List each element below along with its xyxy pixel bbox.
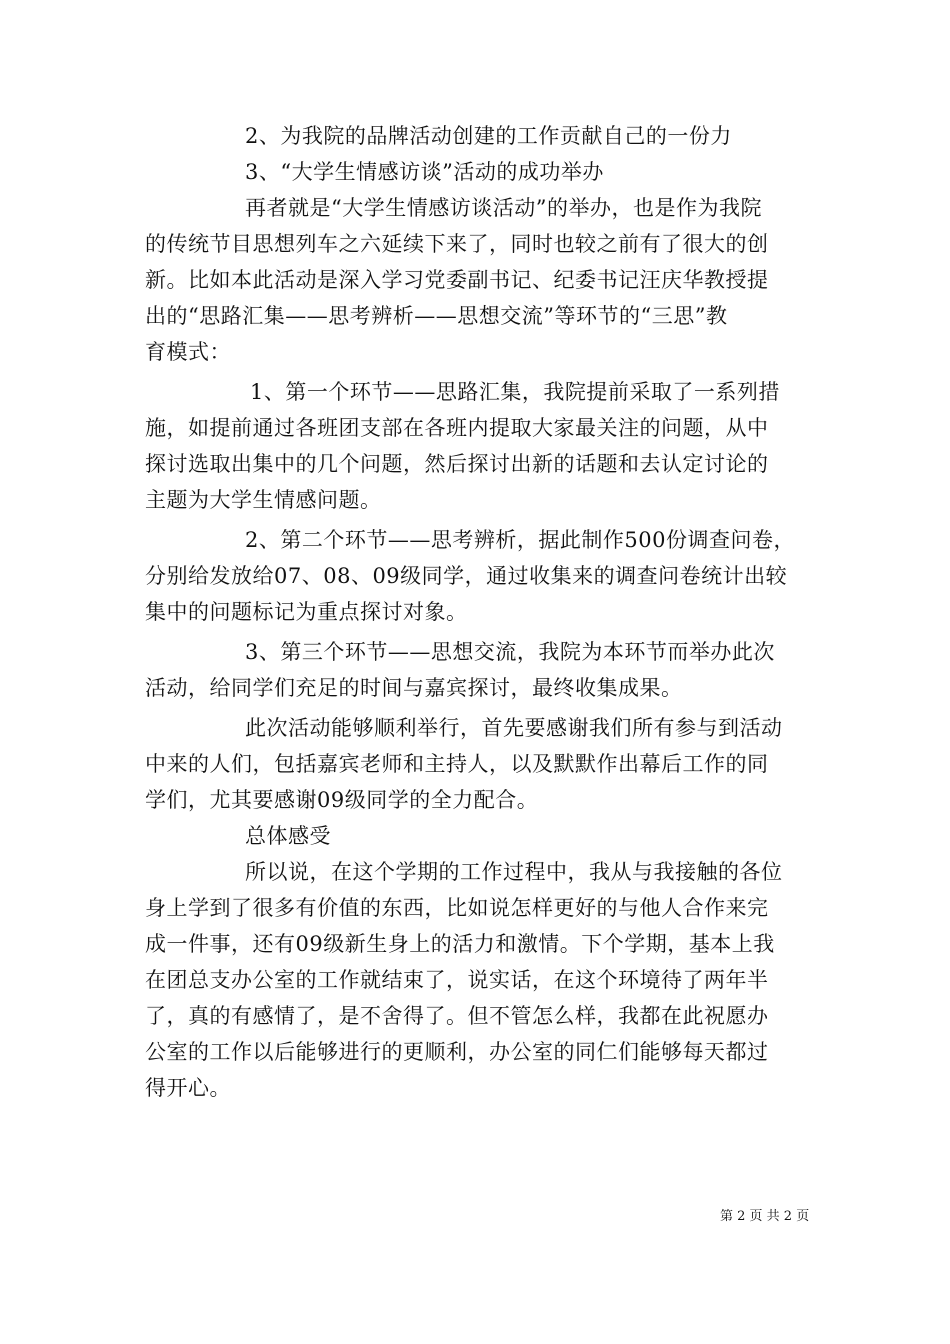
paragraph-line: 3、第三个环节——思想交流，我院为本环节而举办此次 [245,640,775,664]
page-number-footer: 第 2 页 共 2 页 [720,1209,810,1224]
summary-heading: 总体感受 [245,824,331,848]
paragraph-line: 育模式： [145,340,231,364]
paragraph-line: 活动，给同学们充足的时间与嘉宾探讨，最终收集成果。 [145,676,683,700]
paragraph-line: 分别给发放给07、08、09级同学，通过收集来的调查问卷统计出较 [145,564,788,588]
paragraph-line: 新。比如本此活动是深入学习党委副书记、纪委书记汪庆华教授提 [145,268,769,292]
paragraph-line: 2、第二个环节——思考辨析，据此制作500份调查问卷， [245,528,795,552]
summary-paragraph [145,854,805,1106]
paragraph-line: 出的“思路汇集——思考辨析——思想交流”等环节的“三思”教 [145,304,728,328]
paragraph-line: 公室的工作以后能够进行的更顺利，办公室的同仁们能够每天都过 [145,1040,769,1064]
step-3-paragraph [145,634,805,706]
paragraph-line: 成一件事，还有09级新生身上的活力和激情。下个学期，基本上我 [145,932,775,956]
paragraph-line: 集中的问题标记为重点探讨对象。 [145,600,468,624]
paragraph-line: 身上学到了很多有价值的东西，比如说怎样更好的与他人合作来完 [145,896,769,920]
paragraph-line: 的传统节目思想列车之六延续下来了，同时也较之前有了很大的创 [145,232,769,256]
list-item-3: 3、“大学生情感访谈”活动的成功举办 [245,160,604,184]
paragraph-line: 再者就是“大学生情感访谈活动”的举办，也是作为我院 [245,196,762,220]
paragraph-line: 1、第一个环节——思路汇集，我院提前采取了一系列措 [250,380,780,404]
list-item-2: 2、为我院的品牌活动创建的工作贡献自己的一份力 [245,124,732,148]
paragraph-line: 施，如提前通过各班团支部在各班内提取大家最关注的问题，从中 [145,416,769,440]
thanks-paragraph [145,710,805,818]
step-2-paragraph [145,522,805,630]
paragraph-line: 在团总支办公室的工作就结束了，说实话，在这个环境待了两年半 [145,968,769,992]
paragraph-line: 中来的人们，包括嘉宾老师和主持人，以及默默作出幕后工作的同 [145,752,769,776]
paragraph-line: 此次活动能够顺利举行，首先要感谢我们所有参与到活动 [245,716,783,740]
paragraph-line: 所以说，在这个学期的工作过程中，我从与我接触的各位 [245,860,783,884]
paragraph-line: 主题为大学生情感问题。 [145,488,382,512]
step-1-paragraph [145,374,805,518]
paragraph-line: 得开心。 [145,1076,231,1100]
paragraph-line: 了，真的有感情了，是不舍得了。但不管怎么样，我都在此祝愿办 [145,1004,769,1028]
paragraph-line: 探讨选取出集中的几个问题，然后探讨出新的话题和去认定讨论的 [145,452,769,476]
paragraph-line: 学们，尤其要感谢09级同学的全力配合。 [145,788,539,812]
intro-paragraph [145,190,805,370]
document-body [145,118,805,1106]
